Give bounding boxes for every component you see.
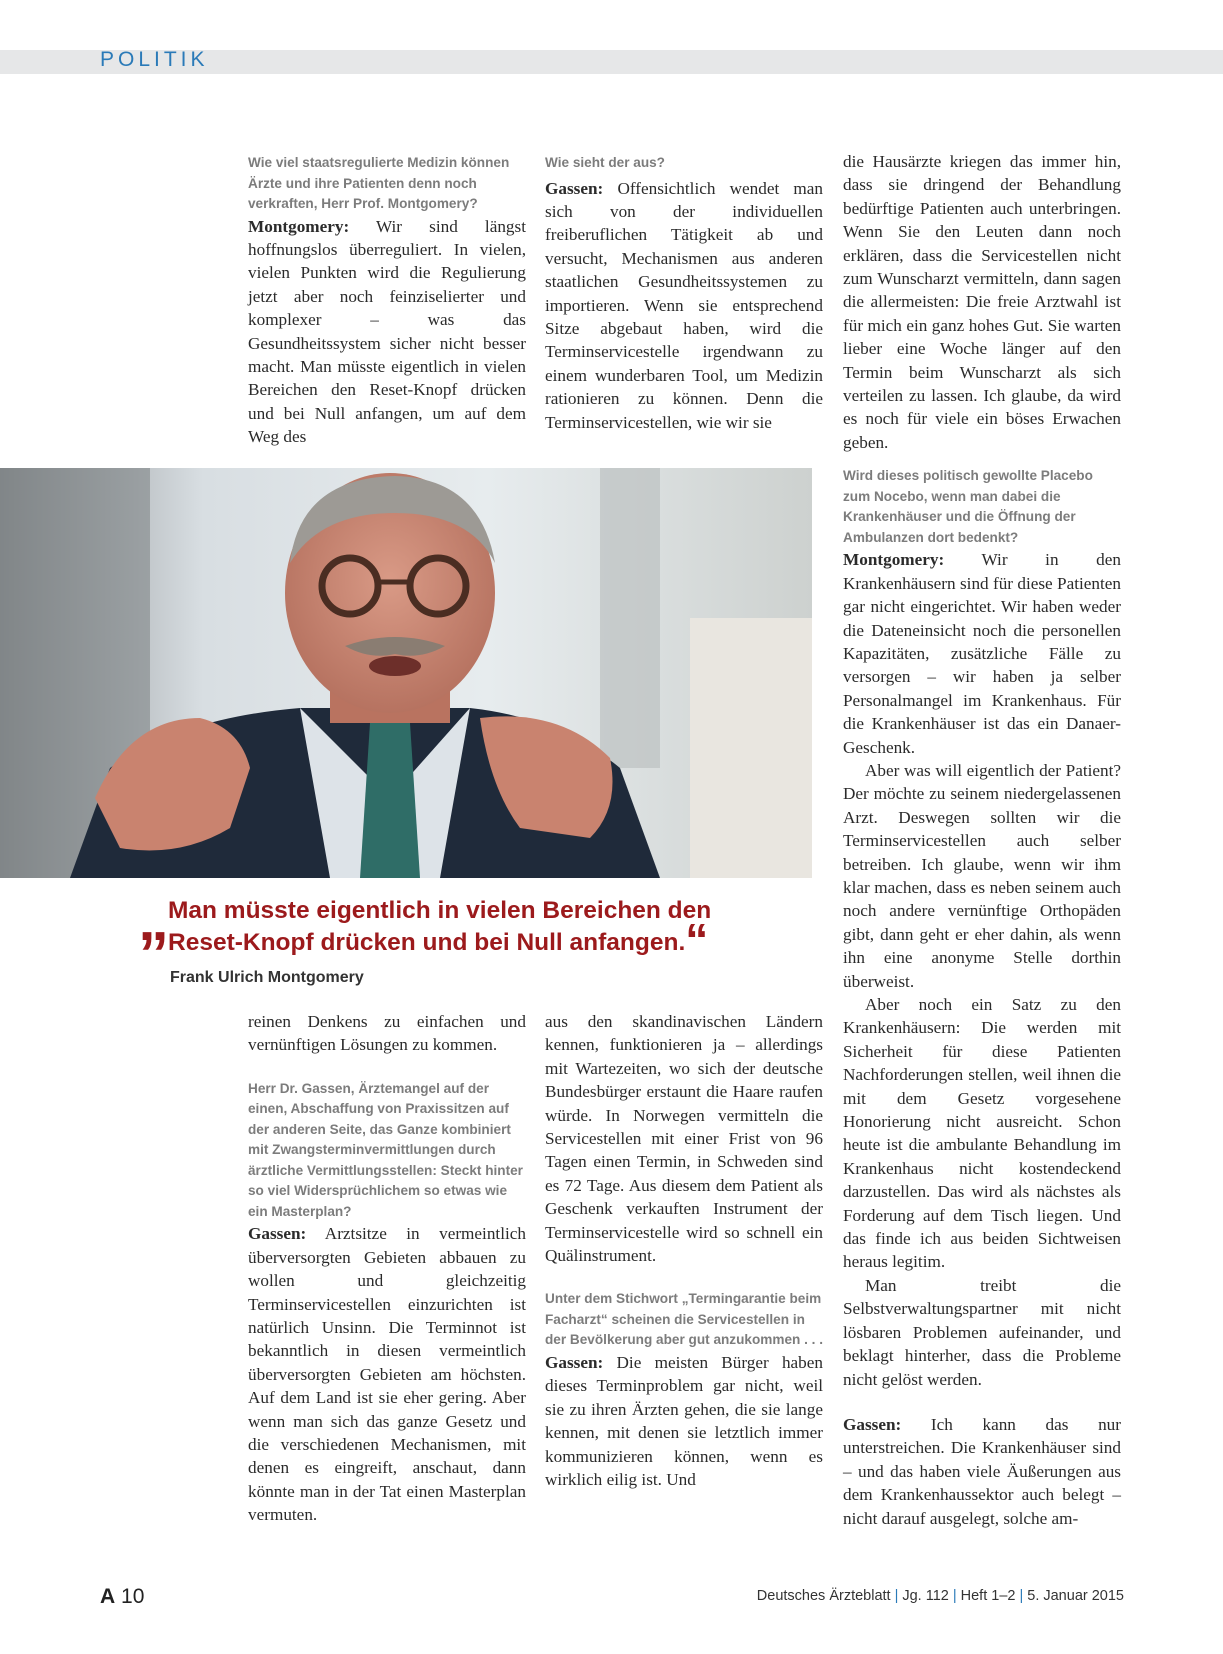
answer-text: Ich kann das nur unterstreichen. Die Krankenhäuser sind – und das haben viele Äußerungen aus dem Krankenhaussektor auch belegt – nicht darauf ausgelegt, solche am-	[843, 1414, 1121, 1528]
speaker-name: Montgomery:	[843, 550, 945, 570]
interview-question: Herr Dr. Gassen, Ärztemangel auf der einen, Abschaffung von Praxissitzen auf der anderen Seite, das Ganze kombiniert mit Zwangsterminvermittlungen durch ärztliche Vermittlungsstellen: Steckt hinter so viel Widersprüchlichem so etwas wie ein Masterplan?	[248, 1080, 523, 1219]
continued-text: reinen Denkens zu einfachen und vernünftigen Lösungen zu kommen.	[248, 1012, 526, 1055]
answer-paragraph	[843, 1413, 1121, 1530]
answer-paragraph	[248, 1222, 526, 1526]
closing-quote-mark: “	[685, 914, 709, 966]
journal-volume: Jg. 112	[902, 1588, 949, 1604]
pull-quote-text: Man müsste eigentlich in vielen Bereichen den Reset-Knopf drücken und bei Null anfangen.“	[168, 897, 712, 966]
speaker-name: Gassen:	[248, 1224, 307, 1244]
portrait-photo	[0, 468, 812, 878]
speaker-name: Gassen:	[545, 178, 604, 198]
answer-text: Wir in den Krankenhäusern sind für diese Patienten gar nicht eingerichtet. Wir haben weder die Dateneinsicht noch die personellen Kapazitäten, zusätzliche Fälle zu versorgen – wir haben ja selber Personalmangel im Krankenhaus. Für die Krankenhäuser ist das ein Danaer-Geschenk.	[843, 550, 1121, 757]
interview-question: Wie sieht der aus?	[545, 155, 665, 170]
page-number: A 10	[100, 1585, 145, 1608]
continued-text: die Hausärzte kriegen das immer hin, dass sie dringend der Behandlung bedürftige Patienten auch unterbringen. Wenn Sie den Leuten dann noch erklären, dass die Servicestellen nicht zum Wunscharzt vermitteln, dann sagen die allermeisten: Die freie Arztwahl ist für mich ein ganz hohes Gut. Sie warten lieber eine Woche länger auf den Termin beim Wunscharzt als sich verteilen zu lassen. Ich glaube, da wird es noch für viele ein böses Erwachen geben.	[843, 152, 1121, 452]
column-3	[843, 150, 1121, 1530]
section-label: POLITIK	[100, 48, 209, 71]
answer-paragraph	[843, 548, 1121, 759]
opening-quote-mark: „	[138, 885, 169, 954]
column-2-bottom	[545, 1010, 823, 1491]
answer-text: Wir sind längst hoffnungslos überreguliert. In vielen, vielen Punkten wird die Regulierung jetzt aber noch feinziselierter und komplexer – was das Gesundheitssystem sicher nicht besser macht. Man müsste eigentlich in vielen Bereichen den Reset-Knopf drücken und bei Null anfangen, um auf dem Weg des	[248, 216, 526, 447]
answer-paragraph: Man treibt die Selbstverwaltungspartner mit nicht lösbaren Problemen aufeinander, und beklagt hinterher, dass die Probleme nicht gelöst werden.	[843, 1275, 1121, 1389]
pull-quote	[138, 885, 778, 966]
answer-text: Offensichtlich wendet man sich von der individuellen freiberuflichen Tätigkeit ab und versucht, Mechanismen aus anderen staatlichen Gesundheitssystemen zu importieren. Wenn sie entsprechend Sitze abgebaut haben, wird die Terminservicestelle irgendwann zu einem wunderbaren Tool, um Medizin rationieren zu können. Denn die Terminservicestellen, wie wir sie	[545, 178, 823, 432]
speaker-name: Montgomery:	[248, 216, 350, 236]
journal-name: Deutsches Ärzteblatt	[756, 1588, 891, 1604]
answer-paragraph	[545, 177, 823, 434]
speaker-name: Gassen:	[545, 1352, 604, 1372]
answer-paragraph: Aber noch ein Satz zu den Krankenhäusern: Die werden mit Sicherheit für diese Patienten Nachforderungen stellen, weil ihnen die mit dem Gesetz vorgesehene Honorierung nicht ausreicht. Schon heute ist die ambulante Behandlung im Krankenhaus nicht kostendeckend darzustellen. Das wird als nächstes als Forderung auf dem Tisch liegen. Und das finde ich aus beiden Sichtweisen heraus legitim.	[843, 995, 1121, 1272]
interview-question: Wird dieses politisch gewollte Placebo zum Nocebo, wenn man dabei die Krankenhäuser und die Öffnung der Ambulanzen dort bedenkt?	[843, 468, 1093, 545]
journal-info: Deutsches Ärzteblatt | Jg. 112 | Heft 1–2 | 5. Januar 2015	[756, 1588, 1124, 1604]
answer-text: Arztsitze in vermeintlich überversorgten Gebieten abbauen zu wollen und gleichzeitig Terminservicestellen einzurichten ist natürlich Unsinn. Die Terminnot ist bekanntlich in diesen vermeintlich überversorgten Gebieten am höchsten. Auf dem Land ist sie eher gering. Aber wenn man sich das ganze Gesetz und die verschiedenen Mechanismen, mit denen es eingreift, anschaut, dann könnte man in der Tat einen Masterplan vermuten.	[248, 1224, 526, 1525]
answer-text: Die meisten Bürger haben dieses Terminproblem gar nicht, weil sie zu ihren Ärzten gehen, die sie lange kennen, mit denen sie letztlich immer kommunizieren können, wenn es wirklich eilig ist. Und	[545, 1352, 823, 1489]
interview-question: Wie viel staatsregulierte Medizin können Ärzte und ihre Patienten denn noch verkraften, Herr Prof. Montgomery?	[248, 155, 510, 211]
journal-issue: Heft 1–2	[960, 1588, 1016, 1604]
column-2-top	[545, 153, 823, 434]
answer-paragraph: Aber was will eigentlich der Patient? Der möchte zu seinem niedergelassenen Arzt. Deswegen sollten wir die Terminservicestellen auch selber betreiben. Ich glaube, wenn wir ihm klar machen, dass es neben seinem auch noch andere vernünftige Orthopäden gibt, dann geht er eher dahin, als wenn ihn eine anonyme Stelle dorthin überweist.	[843, 760, 1121, 991]
interview-question: Unter dem Stichwort „Termingarantie beim Facharzt“ scheinen die Servicestellen in der Bevölkerung aber gut anzukommen . . .	[545, 1291, 823, 1348]
pull-quote-author: Frank Ulrich Montgomery	[170, 969, 364, 986]
answer-paragraph	[545, 1351, 823, 1491]
continued-text: aus den skandinavischen Ländern kennen, funktionieren ja – allerdings mit Wartezeiten, wo sich der deutsche Bundesbürger erstaunt die Haare raufen würde. In Norwegen vermitteln die Servicestellen mit einer Frist von 96 Tagen einen Termin, in Schweden sind es 72 Tage. Aus diesem dem Patient als Geschenk verkauften Instrument der Terminservicestelle wird so schnell ein Quälinstrument.	[545, 1012, 823, 1266]
answer-paragraph	[248, 215, 526, 449]
column-1-top	[248, 153, 526, 449]
journal-date: 5. Januar 2015	[1027, 1588, 1124, 1604]
speaker-name: Gassen:	[843, 1414, 902, 1434]
column-1-bottom	[248, 1010, 526, 1527]
